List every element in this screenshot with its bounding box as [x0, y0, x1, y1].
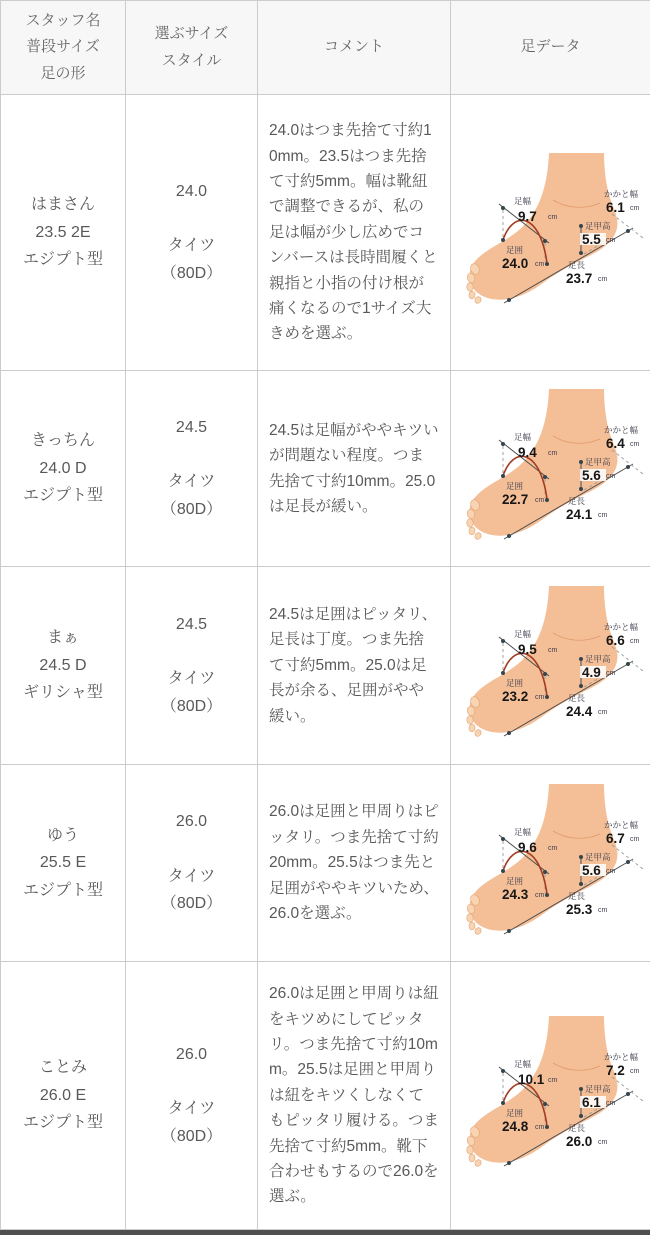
usual-size: 26.0 E — [39, 1086, 87, 1104]
foot-width-value: 9.6 — [517, 839, 537, 855]
style-line: （80D） — [160, 1127, 223, 1145]
foot-width-label: 足幅 — [513, 432, 531, 442]
table-row — [1, 765, 650, 962]
staff-cell — [1, 567, 126, 765]
staff-cell — [1, 371, 126, 567]
foot-length-value: 24.1 — [565, 507, 592, 522]
heel-width-label: かかと幅 — [603, 1052, 638, 1062]
heel-width-value: 6.1 — [605, 200, 625, 215]
foot-width-unit: cm — [547, 450, 557, 457]
size-cell — [126, 371, 258, 567]
foot-width-unit: cm — [547, 647, 557, 654]
foot-length-value: 24.4 — [565, 704, 592, 719]
foot-width-unit: cm — [547, 1077, 557, 1084]
foot-length-label: 足長 — [567, 260, 585, 270]
foot-width-value: 9.5 — [517, 642, 537, 657]
foot-width-unit: cm — [547, 214, 557, 221]
foot-diagram-slot — [451, 1013, 650, 1178]
comment-cell — [258, 962, 451, 1230]
style-line: タイツ — [167, 1100, 216, 1118]
foot-length-label: 足長 — [567, 890, 585, 901]
foot-length-unit: cm — [597, 276, 607, 283]
foot-diagram — [456, 150, 646, 315]
instep-height-label: 足甲高 — [584, 1084, 611, 1094]
foot-data-cell — [451, 567, 650, 765]
foot-width-value: 10.1 — [517, 1072, 544, 1087]
heel-width-unit: cm — [629, 835, 639, 843]
foot-diagram — [456, 781, 646, 946]
comment-text: 26.0は足囲と甲周りは紐をキツめにしてピッタリ。つま先捨て寸約10mm。25.5は足囲と甲周りは紐をキツくしなくてもピッタリ履ける。つま先捨て寸約5mm。靴下合わせもするので26.0を選ぶ。 — [269, 985, 439, 1206]
foot-shape: ギリシャ型 — [23, 684, 103, 702]
style-line: （80D） — [160, 697, 223, 715]
comment-text: 24.5は足幅がややキツいが問題ない程度。つま先捨て寸約10mm。25.0は足長が緩い。 — [269, 421, 439, 515]
instep-height-value: 5.5 — [581, 232, 601, 247]
comment-cell — [258, 567, 451, 765]
size-cell — [126, 765, 258, 962]
selected-size: 26.0 — [175, 813, 208, 831]
instep-height-label: 足甲高 — [584, 457, 611, 467]
heel-width-unit: cm — [629, 1068, 639, 1075]
foot-shape: エジプト型 — [22, 881, 103, 899]
foot-girth-value: 22.7 — [501, 492, 528, 507]
foot-diagram-slot — [451, 150, 650, 315]
style-line: タイツ — [167, 670, 216, 688]
foot-girth-label: 足囲 — [505, 678, 523, 688]
foot-shape: エジプト型 — [22, 1114, 103, 1132]
foot-girth-value: 24.8 — [501, 1119, 528, 1134]
instep-height-label: 足甲高 — [584, 654, 611, 664]
foot-length-unit: cm — [597, 1139, 607, 1146]
foot-length-label: 足長 — [567, 496, 585, 506]
foot-length-value: 26.0 — [565, 1134, 592, 1149]
instep-height-unit: cm — [605, 867, 615, 875]
foot-data-cell — [451, 95, 650, 371]
instep-height-value: 5.6 — [581, 468, 601, 483]
header-foot-data: 足データ — [451, 1, 650, 95]
foot-diagram-slot — [451, 583, 650, 748]
staff-name: はまさん — [30, 196, 95, 214]
staff-cell — [1, 765, 126, 962]
foot-diagram — [456, 583, 646, 748]
instep-height-label: 足甲高 — [584, 851, 611, 862]
style-line: タイツ — [167, 867, 216, 885]
usual-size: 24.0 D — [39, 459, 87, 477]
heel-width-unit: cm — [629, 638, 639, 645]
header-size: 選ぶサイズ スタイル — [126, 1, 258, 95]
foot-width-label: 足幅 — [513, 826, 531, 837]
header-row — [1, 1, 650, 95]
style-line: （80D） — [160, 500, 223, 518]
size-cell — [126, 567, 258, 765]
style-line: タイツ — [167, 237, 216, 255]
selected-size: 24.0 — [175, 182, 208, 200]
comment-text: 26.0は足囲と甲周りはピッタリ。つま先捨て寸約20mm。25.5はつま先と足囲がややキツいため、26.0を選ぶ。 — [269, 803, 439, 923]
style-line: （80D） — [160, 264, 223, 282]
staff-name: ことみ — [38, 1059, 87, 1077]
table-row — [1, 95, 650, 371]
size-cell — [126, 95, 258, 371]
comment-cell — [258, 765, 451, 962]
foot-diagram — [456, 1013, 646, 1178]
selected-size: 24.5 — [175, 418, 208, 436]
foot-shape: エジプト型 — [22, 487, 103, 505]
foot-girth-unit: cm — [534, 497, 544, 504]
foot-girth-unit: cm — [534, 891, 544, 899]
foot-girth-label: 足囲 — [505, 875, 523, 886]
staff-cell — [1, 95, 126, 371]
foot-length-label: 足長 — [567, 1123, 585, 1133]
style-line: （80D） — [160, 895, 223, 913]
heel-width-value: 7.2 — [605, 1063, 625, 1078]
foot-girth-value: 24.0 — [501, 256, 528, 271]
foot-girth-label: 足囲 — [505, 1108, 523, 1118]
comment-cell — [258, 371, 451, 567]
header-staff: スタッフ名 普段サイズ 足の形 — [1, 1, 126, 95]
foot-girth-label: 足囲 — [505, 245, 523, 255]
foot-length-value: 25.3 — [565, 901, 592, 917]
foot-width-unit: cm — [547, 844, 557, 852]
comment-cell — [258, 95, 451, 371]
instep-height-unit: cm — [605, 237, 615, 244]
foot-length-unit: cm — [597, 709, 607, 716]
foot-girth-label: 足囲 — [505, 481, 523, 491]
instep-height-unit: cm — [605, 1100, 615, 1107]
instep-height-value: 6.1 — [581, 1095, 601, 1110]
staff-name: まぁ — [46, 629, 79, 647]
heel-width-unit: cm — [629, 205, 639, 212]
heel-width-label: かかと幅 — [603, 189, 638, 199]
heel-width-label: かかと幅 — [603, 425, 638, 435]
table-row — [1, 962, 650, 1230]
foot-girth-value: 24.3 — [501, 886, 528, 902]
heel-width-unit: cm — [629, 441, 639, 448]
staff-cell — [1, 962, 126, 1230]
foot-data-cell — [451, 962, 650, 1230]
usual-size: 23.5 2E — [35, 223, 91, 241]
staff-name: ゆう — [46, 826, 79, 844]
foot-girth-value: 23.2 — [501, 689, 528, 704]
table-row — [1, 567, 650, 765]
foot-shape: エジプト型 — [22, 251, 103, 269]
instep-height-unit: cm — [605, 473, 615, 480]
bottom-divider — [0, 1230, 650, 1235]
heel-width-label: かかと幅 — [603, 622, 638, 632]
foot-width-value: 9.4 — [517, 445, 537, 460]
foot-girth-unit: cm — [534, 261, 544, 268]
foot-girth-unit: cm — [534, 694, 544, 701]
foot-length-unit: cm — [597, 906, 607, 914]
usual-size: 24.5 D — [39, 656, 87, 674]
foot-diagram-slot — [451, 386, 650, 551]
heel-width-value: 6.7 — [605, 830, 625, 846]
foot-diagram-slot — [451, 781, 650, 946]
foot-diagram — [456, 386, 646, 551]
foot-length-label: 足長 — [567, 693, 585, 703]
table-row — [1, 371, 650, 567]
foot-length-value: 23.7 — [565, 271, 592, 286]
foot-width-label: 足幅 — [513, 629, 531, 639]
selected-size: 24.5 — [175, 615, 208, 633]
usual-size: 25.5 E — [39, 854, 87, 872]
foot-data-cell — [451, 765, 650, 962]
comment-text: 24.0はつま先捨て寸約10mm。23.5はつま先捨て寸約5mm。幅は靴紐で調整できるが、私の足は幅が少し広めでコンバースは長時間履くと親指と小指の付け根が痛くなるので1サイズ大きめを選ぶ。 — [269, 122, 438, 343]
staff-name: きっちん — [30, 432, 95, 450]
instep-height-value: 5.6 — [581, 862, 601, 878]
selected-size: 26.0 — [175, 1045, 208, 1063]
instep-height-unit: cm — [605, 670, 615, 677]
foot-width-label: 足幅 — [513, 1059, 531, 1069]
foot-data-cell — [451, 371, 650, 567]
style-line: タイツ — [167, 473, 216, 491]
heel-width-value: 6.4 — [605, 436, 625, 451]
heel-width-value: 6.6 — [605, 633, 625, 648]
size-cell — [126, 962, 258, 1230]
foot-girth-unit: cm — [534, 1124, 544, 1131]
foot-length-unit: cm — [597, 512, 607, 519]
header-comment: コメント — [258, 1, 451, 95]
foot-width-value: 9.7 — [517, 209, 537, 224]
instep-height-label: 足甲高 — [584, 221, 611, 231]
comment-text: 24.5は足囲はピッタリ、足長は丁度。つま先捨て寸約5mm。25.0は足長が余る、足囲がやや緩い。 — [269, 605, 438, 725]
foot-width-label: 足幅 — [513, 196, 531, 206]
instep-height-value: 4.9 — [581, 665, 601, 680]
heel-width-label: かかと幅 — [603, 819, 638, 830]
